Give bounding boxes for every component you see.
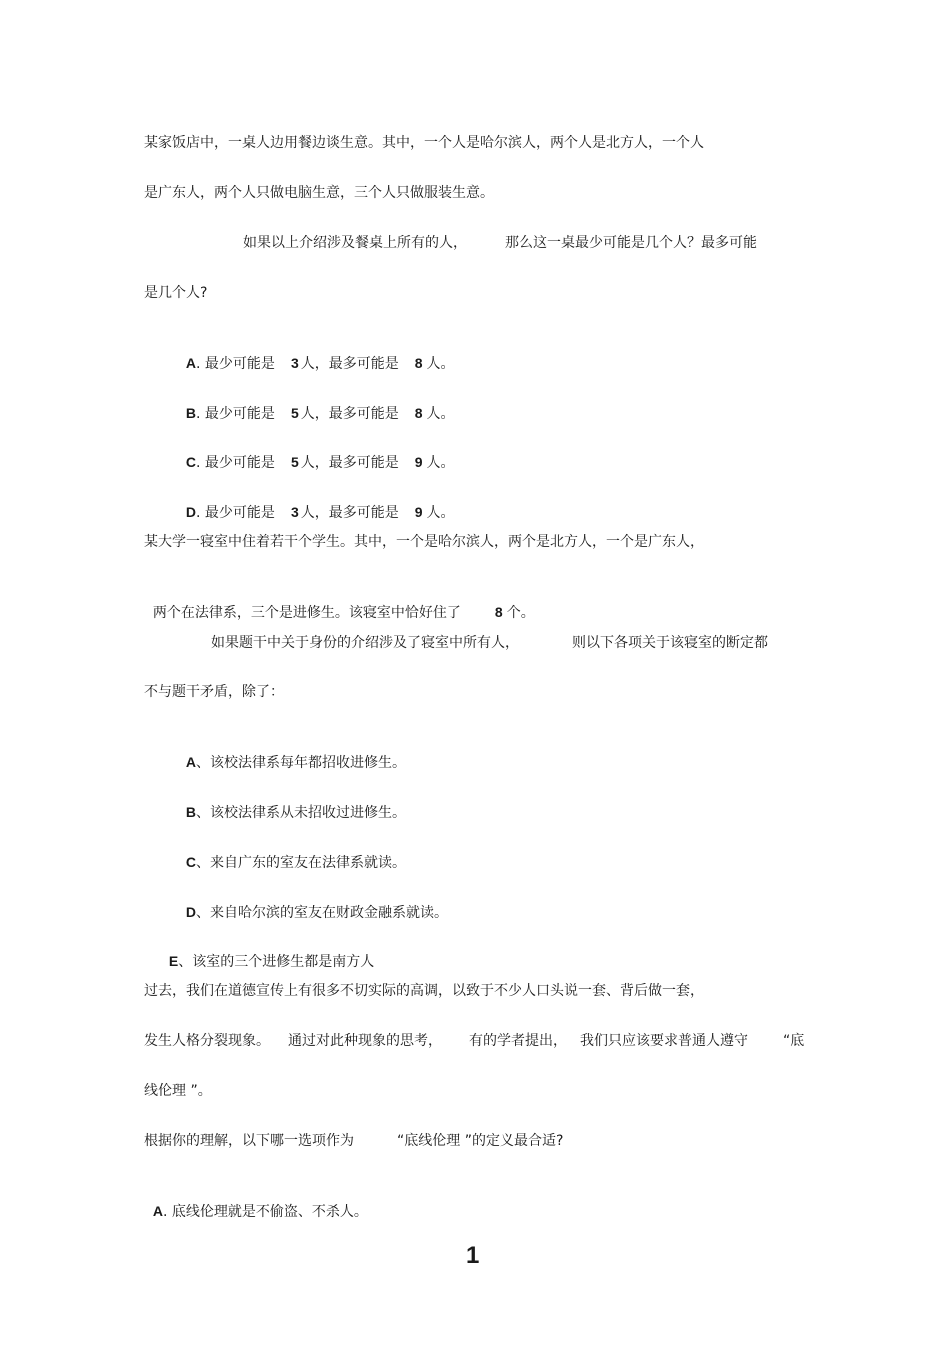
option-mid: 人，最多可能是 xyxy=(300,505,399,521)
q1-option-c xyxy=(177,432,455,473)
q3-text-line-2d: 我们只应该要求普通人遵守 xyxy=(580,1033,748,1049)
q2-option-a xyxy=(177,732,406,773)
q1-question-a: 如果以上介绍涉及餐桌上所有的人， xyxy=(243,235,467,251)
option-letter: A xyxy=(185,355,197,371)
q2-option-e xyxy=(160,931,374,972)
option-text: 、该校法律系从未招收过进修生。 xyxy=(196,805,407,821)
option-pre: . 最少可能是 xyxy=(196,406,275,422)
page-number: 1 xyxy=(466,1242,480,1269)
q2-question-b: 则以下各项关于该寝室的断定都 xyxy=(572,635,768,651)
q1-text-line-1: 某家饭店中，一桌人边用餐边谈生意。其中，一个人是哈尔滨人，两个人是北方人，一个人 xyxy=(144,135,704,151)
option-min: 5 xyxy=(290,405,299,421)
option-pre: . 最少可能是 xyxy=(196,356,275,372)
option-mid: 人，最多可能是 xyxy=(300,356,399,372)
q3-text-line-3: 线伦理 ”。 xyxy=(144,1083,212,1099)
option-letter: C xyxy=(185,854,197,870)
option-max: 8 xyxy=(414,405,423,421)
option-text: 、来自哈尔滨的室友在财政金融系就读。 xyxy=(196,905,449,921)
option-post: 人。 xyxy=(426,505,455,521)
q2-count: 8 xyxy=(494,604,503,620)
q1-option-d xyxy=(177,482,455,523)
option-letter: A xyxy=(152,1203,164,1219)
option-min: 5 xyxy=(290,454,299,470)
option-max: 8 xyxy=(414,355,423,371)
q1-option-a xyxy=(177,333,455,374)
option-text: . 底线伦理就是不偷盗、不杀人。 xyxy=(163,1204,368,1220)
option-mid: 人，最多可能是 xyxy=(300,406,399,422)
option-letter: D xyxy=(185,504,197,520)
q1-text-line-2: 是广东人，两个人只做电脑生意，三个人只做服装生意。 xyxy=(144,185,494,201)
option-min: 3 xyxy=(290,504,299,520)
option-mid: 人，最多可能是 xyxy=(300,455,399,471)
q1-question-b: 那么这一桌最少可能是几个人？最多可能 xyxy=(505,235,757,251)
q3-question-b: “底线伦理 ”的定义最合适? xyxy=(397,1133,564,1149)
option-letter: B xyxy=(185,405,197,421)
option-letter: E xyxy=(168,953,179,969)
option-post: 人。 xyxy=(426,455,455,471)
option-text: 、该室的三个进修生都是南方人 xyxy=(178,954,375,970)
q3-option-a xyxy=(144,1181,368,1222)
q2-line2-tail: 个。 xyxy=(506,605,535,621)
q3-text-line-2e: “底 xyxy=(783,1033,805,1049)
q2-option-b xyxy=(177,782,406,823)
option-text: 、来自广东的室友在法律系就读。 xyxy=(196,855,407,871)
q3-question-a: 根据你的理解，以下哪一选项作为 xyxy=(144,1133,354,1149)
q2-line2-text: 两个在法律系，三个是进修生。该寝室中恰好住了 xyxy=(152,605,461,621)
q1-option-b xyxy=(177,383,455,424)
q2-question-c: 不与题干矛盾，除了： xyxy=(144,684,284,700)
option-text: 、该校法律系每年都招收进修生。 xyxy=(196,755,407,771)
option-letter: C xyxy=(185,454,197,470)
q3-text-line-2c: 有的学者提出， xyxy=(469,1033,567,1049)
option-pre: . 最少可能是 xyxy=(196,505,275,521)
q3-text-line-2a: 发生人格分裂现象。 xyxy=(144,1033,270,1049)
q2-question-a: 如果题干中关于身份的介绍涉及了寝室中所有人， xyxy=(211,635,519,651)
option-min: 3 xyxy=(290,355,299,371)
q2-text-line-1: 某大学一寝室中住着若干个学生。其中，一个是哈尔滨人，两个是北方人，一个是广东人， xyxy=(144,534,704,550)
option-letter: D xyxy=(185,904,197,920)
q2-option-d xyxy=(177,882,448,923)
option-post: 人。 xyxy=(426,406,455,422)
option-max: 9 xyxy=(414,504,423,520)
q3-text-line-1: 过去，我们在道德宣传上有很多不切实际的高调，以致于不少人口头说一套、背后做一套， xyxy=(144,983,704,999)
option-post: 人。 xyxy=(426,356,455,372)
q2-option-c xyxy=(177,832,406,873)
option-letter: A xyxy=(185,754,197,770)
q2-text-line-2 xyxy=(144,582,535,623)
option-max: 9 xyxy=(414,454,423,470)
q1-question-c: 是几个人? xyxy=(144,285,208,301)
option-pre: . 最少可能是 xyxy=(196,455,275,471)
q3-text-line-2b: 通过对此种现象的思考， xyxy=(288,1033,442,1049)
option-letter: B xyxy=(185,804,197,820)
